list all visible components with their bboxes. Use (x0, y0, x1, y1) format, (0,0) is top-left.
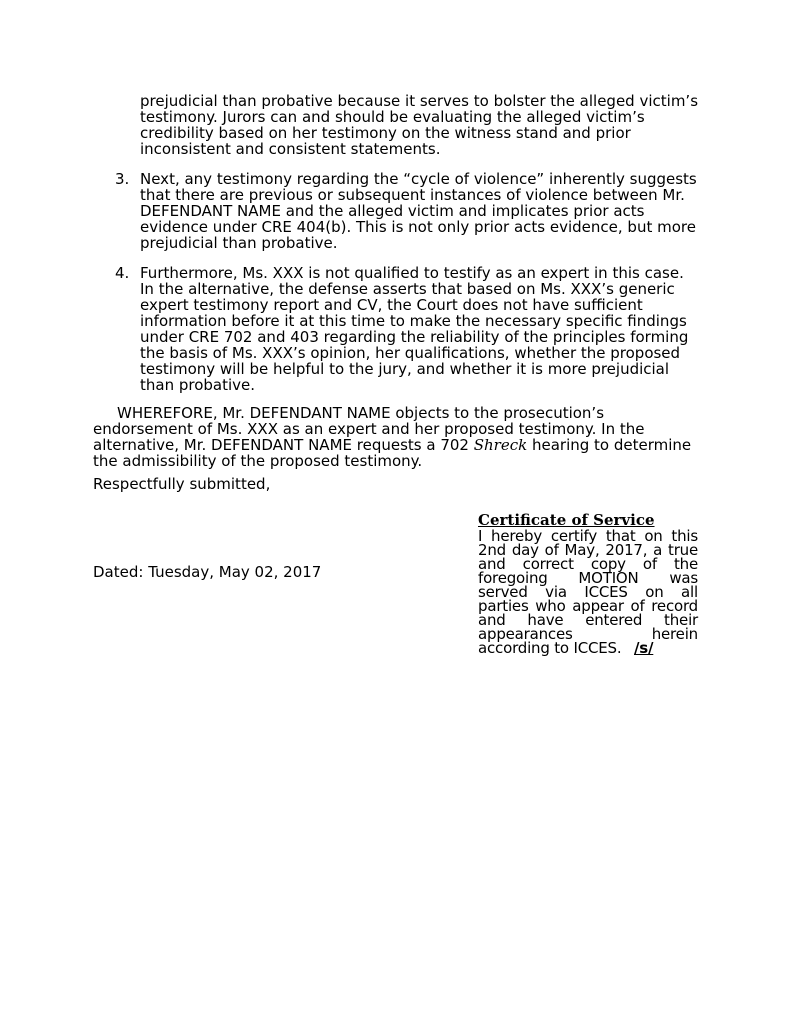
certificate-body (478, 529, 698, 655)
signature: /s/ (634, 639, 654, 657)
closing-line: Respectfully submitted, (93, 475, 271, 493)
wherefore-paragraph (93, 405, 705, 469)
certificate-of-service (478, 511, 698, 655)
certificate-title: Certificate of Service (478, 511, 655, 529)
wherefore-text: WHEREFORE, Mr. DEFENDANT NAME objects to the prosecution’s endorsement of Ms. XXX as an expert and her proposed testimony. In the alternative, Mr. DEFENDANT NAME requests a 702 (93, 404, 645, 454)
item-text: Next, any testimony regarding the “cycle of violence” inherently suggests that there are previous or subsequent instances of violence between Mr. DEFENDANT NAME and the alleged victim and implicates prior acts evidence under CRE 404(b). This is not only prior acts evidence, but more prejudicial than probative. (140, 170, 697, 252)
item-number: 4. (115, 264, 130, 282)
certificate-text: I hereby certify that on this 2nd day of May, 2017, a true and correct copy of the foregoing MOTION was served via ICCES on all parties who appear of record and have entered their appearances herein according to ICCES. (478, 527, 698, 657)
date-line: Dated: Tuesday, May 02, 2017 (93, 563, 322, 581)
continued-paragraph: prejudicial than probative because it serves to bolster the alleged victim’s testimony. Jurors can and should be evaluating the alleged victim’s credibility based on her testimony on the witness stand and prior inconsistent and consistent statements. (140, 92, 699, 158)
wherefore-text-end: hearing to determine the admissibility of the proposed testimony. (93, 436, 692, 470)
case-name: Shreck (473, 436, 528, 454)
item-number: 3. (115, 170, 130, 188)
item-text: Furthermore, Ms. XXX is not qualified to testify as an expert in this case. In the alternative, the defense asserts that based on Ms. XXX’s generic expert testimony report and CV, the Court does not have sufficient information before it at this time to make the necessary specific findings under CRE 702 and 403 regarding the reliability of the principles forming the basis of Ms. XXX’s opinion, her qualifications, whether the proposed testimony will be helpful to the jury, and whether it is more prejudicial than probative. (140, 264, 689, 394)
